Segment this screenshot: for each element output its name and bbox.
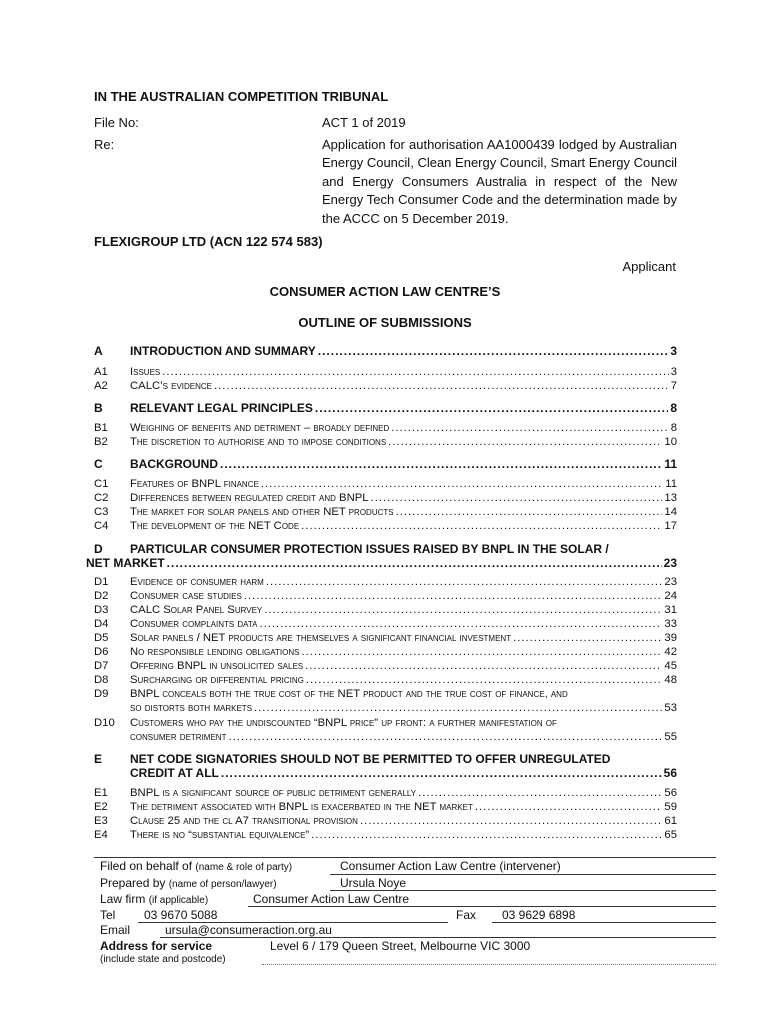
- tel-label: Tel: [100, 908, 116, 922]
- toc-entry-c1[interactable]: C1 Features of BNPL finance ..... 11: [94, 478, 677, 490]
- toc-entry-e4[interactable]: E4 There is no “substantial equivalence” ..... 65: [94, 829, 677, 841]
- toc-entry-c2[interactable]: C2 Differences between regulated credit and BNPL ..... 13: [94, 492, 677, 504]
- toc-entry-d5[interactable]: D5 Solar panels / NET products are themselves a significant financial investment ..... 39: [94, 632, 677, 644]
- toc-entry-d2[interactable]: D2 Consumer case studies ..... 24: [94, 590, 677, 602]
- toc-page: 3: [670, 344, 677, 358]
- address-label: Address for service: [100, 939, 213, 953]
- toc-entry-e1[interactable]: E1 BNPL is a significant source of public detriment generally ..... 56: [94, 787, 677, 799]
- filed-on-behalf-label: Filed on behalf of (name & role of party): [100, 859, 293, 873]
- toc-entry-a2[interactable]: A2 CALC’s evidence ..... 7: [94, 380, 677, 392]
- re-label: Re:: [94, 137, 115, 152]
- toc-entry-c3[interactable]: C3 The market for solar panels and other NET products ..... 14: [94, 506, 677, 518]
- fax-value: 03 9629 6898: [502, 908, 576, 922]
- toc-entry-d7[interactable]: D7 Offering BNPL in unsolicited sales ..... 45: [94, 660, 677, 672]
- toc-entry-a1[interactable]: A1 Issues ..... 3: [94, 366, 677, 378]
- toc-entry-d10-line-2[interactable]: consumer detriment ..... 55: [130, 731, 677, 743]
- file-number-label: File No:: [94, 115, 139, 130]
- filed-on-behalf-hint: (name & role of party): [195, 862, 293, 873]
- toc-entry-d6[interactable]: D6 No responsible lending obligations ..... 42: [94, 646, 677, 658]
- document-title-line-2: OUTLINE OF SUBMISSIONS: [298, 315, 472, 330]
- email-value: ursula@consumeraction.org.au: [165, 923, 332, 937]
- toc-entry-b2[interactable]: B2 The discretion to authorise and to impose conditions ..... 10: [94, 436, 677, 448]
- toc-section-b[interactable]: B RELEVANT LEGAL PRINCIPLES ..... 8: [94, 401, 677, 415]
- prepared-by-hint: (name of person/lawyer): [168, 879, 277, 890]
- toc-entry-d4[interactable]: D4 Consumer complaints data ..... 33: [94, 618, 677, 630]
- toc-entry-d9-line-1[interactable]: D9 BNPL conceals both the true cost of the NET product and the true cost of finance, and: [94, 688, 568, 700]
- toc-entry-e3[interactable]: E3 Clause 25 and the cl A7 transitional provision ..... 61: [94, 815, 677, 827]
- toc-entry-d3[interactable]: D3 CALC Solar Panel Survey ..... 31: [94, 604, 677, 616]
- toc-section-a[interactable]: A INTRODUCTION AND SUMMARY ..... 3: [94, 344, 677, 358]
- tel-value: 03 9670 5088: [144, 908, 218, 922]
- court-heading: IN THE AUSTRALIAN COMPETITION TRIBUNAL: [94, 89, 389, 104]
- toc-title: INTRODUCTION AND SUMMARY: [130, 344, 316, 358]
- toc-section-e-line-1[interactable]: E NET CODE SIGNATORIES SHOULD NOT BE PERMITTED TO OFFER UNREGULATED: [94, 752, 611, 766]
- party-role: Applicant: [622, 259, 676, 274]
- toc-entry-b1[interactable]: B1 Weighing of benefits and detriment – broadly defined ..... 8: [94, 422, 677, 434]
- law-firm-hint: (if applicable): [148, 895, 209, 906]
- toc-section-e-line-2[interactable]: CREDIT AT ALL ..... 56: [130, 766, 677, 780]
- toc-entry-d1[interactable]: D1 Evidence of consumer harm ..... 23: [94, 576, 677, 588]
- toc-entry-d8[interactable]: D8 Surcharging or differential pricing ..... 48: [94, 674, 677, 686]
- document-title-line-1: CONSUMER ACTION LAW CENTRE’S: [269, 284, 501, 299]
- fax-label: Fax: [456, 908, 477, 922]
- toc-section-d-line-1[interactable]: D PARTICULAR CONSUMER PROTECTION ISSUES RAISED BY BNPL IN THE SOLAR /: [94, 542, 609, 556]
- address-value: Level 6 / 179 Queen Street, Melbourne VIC 3000: [270, 939, 531, 953]
- filed-on-behalf-value: Consumer Action Law Centre (intervener): [340, 859, 561, 873]
- address-hint: (include state and postcode): [100, 954, 226, 965]
- law-firm-label: Law firm (if applicable): [100, 892, 209, 906]
- toc-section-d-line-2[interactable]: NET MARKET ..... 23: [86, 556, 677, 570]
- toc-entry-c4[interactable]: C4 The development of the NET Code ..... 17: [94, 520, 677, 532]
- party-name: FLEXIGROUP LTD (ACN 122 574 583): [94, 234, 323, 249]
- toc-entry-d10-line-1[interactable]: D10 Customers who pay the undiscounted “BNPL price” up front: a further manifestation of: [94, 717, 557, 729]
- file-number-value: ACT 1 of 2019: [322, 115, 406, 130]
- footer-top-rule: [94, 857, 716, 858]
- toc-entry-d9-line-2[interactable]: so distorts both markets ..... 53: [130, 702, 677, 714]
- toc-entry-e2[interactable]: E2 The detriment associated with BNPL is exacerbated in the NET market ..... 59: [94, 801, 677, 813]
- email-label: Email: [100, 923, 131, 937]
- law-firm-value: Consumer Action Law Centre: [253, 892, 410, 906]
- prepared-by-value: Ursula Noye: [340, 876, 407, 890]
- prepared-by-label: Prepared by (name of person/lawyer): [100, 876, 277, 890]
- re-description: Application for authorisation AA1000439 lodged by Australian Energy Council, Clean Energy Council, Smart Energy Council and Energy Consumers Australia in respect of the New Energy Tech Consumer Code and the determination made by the ACCC on 5 December 2019.: [322, 137, 677, 226]
- toc-section-c[interactable]: C BACKGROUND ..... 11: [94, 457, 677, 471]
